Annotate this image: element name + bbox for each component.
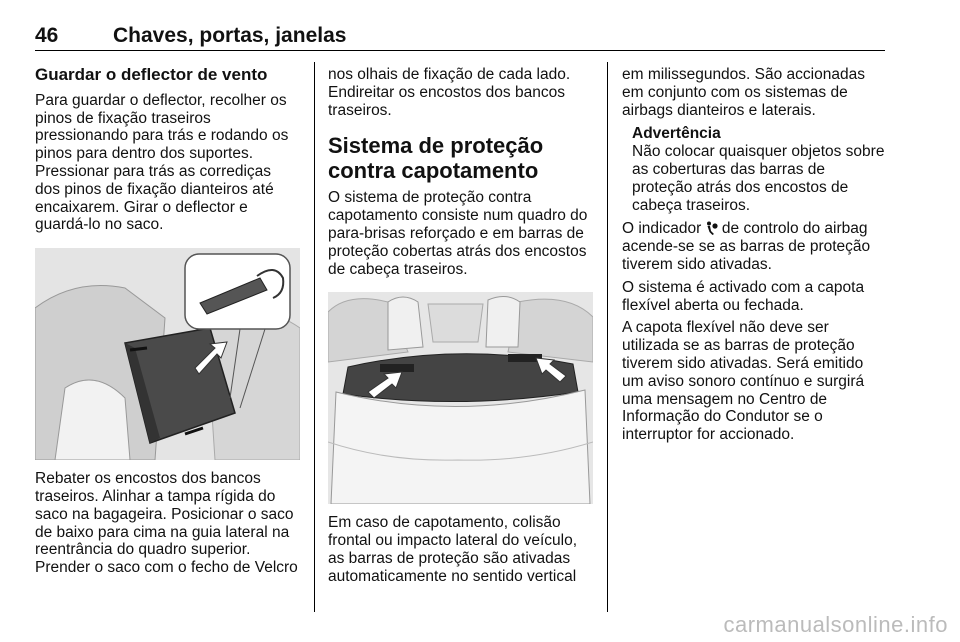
page-number: 46	[35, 24, 59, 47]
chapter-title: Chaves, portas, janelas	[113, 24, 347, 47]
rollover-protection-illustration	[328, 292, 593, 504]
section-heading-rollover: Sistema de proteção contra capotamento	[328, 133, 544, 184]
paragraph-text: O indicador	[622, 220, 702, 238]
warning-title: Advertência	[632, 125, 721, 143]
paragraph: em milissegundos. São accionadas em conjunto com os sistemas de airbags dianteiros e laterais.	[622, 66, 865, 119]
deflector-bag-illustration	[35, 248, 300, 460]
airbag-indicator-icon	[706, 221, 718, 235]
paragraph-text: de controlo do airbag acende-se se as barras de proteção tiverem sido ativadas.	[622, 220, 871, 273]
column-3	[622, 66, 887, 449]
warning-box	[622, 125, 887, 214]
paragraph: A capota flexível não deve ser utilizada se as barras de proteção tiverem sido ativadas. Será emitido um aviso sonoro contínuo e surgirá uma mensagem no Centro de Informação do Condutor se o interruptor for accionado.	[622, 319, 865, 444]
column-1	[35, 66, 300, 582]
paragraph: Em caso de capotamento, colisão frontal ou impacto lateral do veículo, as barras de proteção são ativadas automaticamente no sentido vertical	[328, 514, 577, 585]
paragraph: O sistema de proteção contra capotamento consiste num quadro do para-brisas reforçado e em barras de proteção cobertas atrás dos encostos de cabeça traseiros.	[328, 189, 588, 278]
watermark: carmanualsonline.info	[723, 612, 948, 637]
column-divider	[314, 62, 315, 612]
column-2	[328, 66, 593, 591]
header-rule	[35, 50, 885, 51]
paragraph: Para guardar o deflector, recolher os pinos de fixação traseiros pressionando para trás e rodando os pinos para dentro dos suportes. Pressionar para trás as corrediças dos pinos de fixação dianteiros até encaixarem. Girar o deflector e guardá-lo no saco.	[35, 91, 289, 234]
paragraph	[622, 220, 887, 273]
paragraph: nos olhais de fixação de cada lado. Endireitar os encostos dos bancos traseiros.	[328, 66, 571, 119]
paragraph: Rebater os encostos dos bancos traseiros. Alinhar a tampa rígida do saco na bagageira. Posicionar o saco de baixo para cima na guia lateral na reentrância do quadro superior. Prender o saco com o fecho de Velcro	[35, 470, 298, 577]
column-divider	[607, 62, 608, 612]
section-heading-deflector: Guardar o deflector de vento	[35, 65, 268, 84]
paragraph: O sistema é activado com a capota flexível aberta ou fechada.	[622, 278, 865, 314]
warning-text: Não colocar quaisquer objetos sobre as coberturas das barras de proteção atrás dos encostos de cabeça traseiros.	[632, 143, 885, 214]
page-header	[35, 24, 885, 50]
